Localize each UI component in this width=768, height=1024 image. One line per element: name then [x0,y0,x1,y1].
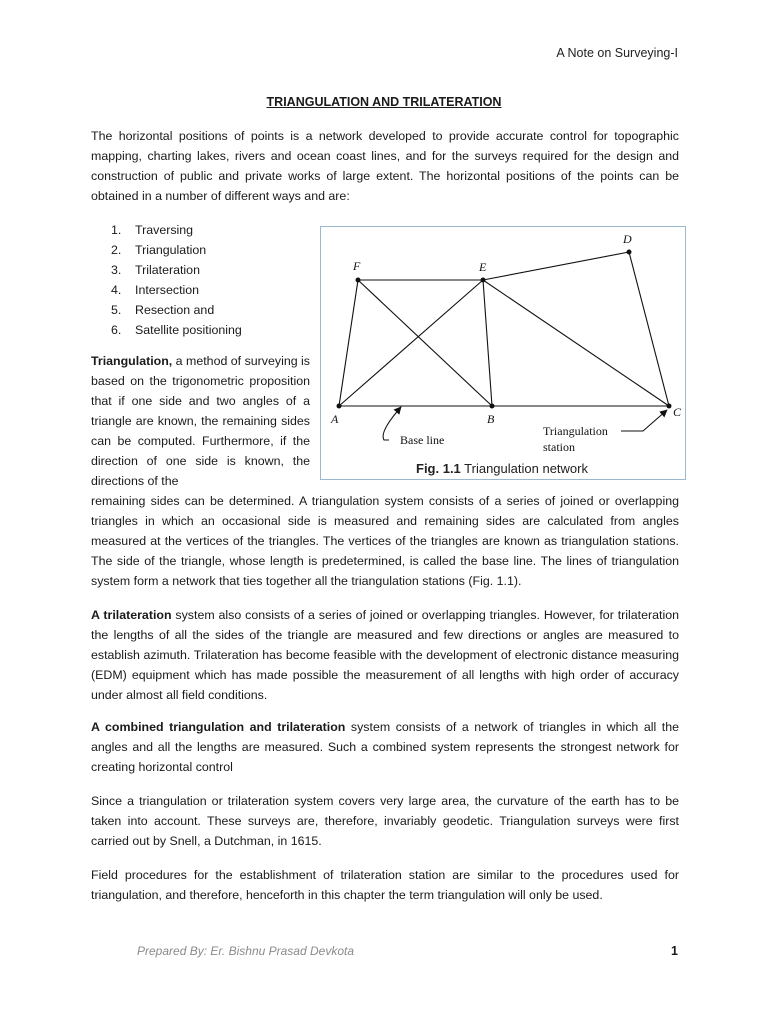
triangulation-paragraph-lead: Triangulation, a method of surveying is based on the trigonometric proposition that if one side and two angles of a triangle are known, the remaining sides can be computed. Furthermore, if the direction of one side is known, the directions of the [91,354,310,488]
running-header: A Note on Surveying-I [556,46,678,60]
list-item: 2. Triangulation [111,243,207,257]
stations [337,250,672,409]
list-item: 6. Satellite positioning [111,323,242,337]
station-label-line2: station [543,440,575,454]
line-a-f [339,280,358,406]
network-lines [339,252,669,406]
base-line-label: Base line [400,433,445,447]
section-title: TRIANGULATION AND TRILATERATION [266,95,502,109]
line-a-e [339,280,483,406]
curvature-paragraph: Since a triangulation or trilateration system covers very large area, the curvature of the earth has to be taken into account. These surveys are, therefore, invariably geodetic. Triangulation surveys were first carried out by Snell, a Dutchman, in 1615. [91,794,679,848]
line-e-d [483,252,629,280]
field-procedures-paragraph: Field procedures for the establishment of trilateration station are similar to the procedures used for triangulation, and therefore, henceforth in this chapter the term triangulation will only be used. [91,868,679,902]
list-item: 5. Resection and [111,303,215,317]
label-c: C [673,405,682,419]
base-line-pointer [383,407,401,440]
combined-paragraph: A combined triangulation and trilateration system consists of a network of triangles in which all the angles and all the lengths are measured. Such a combined system represents the strongest network for creating horizontal control [91,720,679,774]
list-item: 4. Intersection [111,283,200,297]
label-b: B [487,412,495,426]
station-label-line1: Triangulation [543,424,608,438]
trilateration-term: A trilateration [91,608,172,622]
label-f: F [353,259,361,273]
methods-list [111,220,242,340]
station-pointer [621,410,667,431]
triangulation-network-diagram [321,227,687,481]
station-f [356,278,361,283]
label-e: E [479,260,487,274]
label-d: D [623,232,632,246]
station-c [667,404,672,409]
triangulation-term: Triangulation, [91,354,173,368]
list-item: 3. Trilateration [111,263,200,277]
combined-term: A combined triangulation and trilateration [91,720,346,734]
line-e-b [483,280,492,406]
label-a: A [331,412,339,426]
page-number: 1 [671,944,678,958]
figure-caption: Fig. 1.1 Triangulation network [416,461,588,476]
station-d [627,250,632,255]
triangulation-paragraph-cont: remaining sides can be determined. A triangulation system consists of a series of joined or overlapping triangles in which an occasional side is measured and remaining sides are calculated from angles measured at the vertices of the triangles. The vertices of the triangles are known as triangulation stations. The side of the triangle, whose length is predetermined, is called the base line. The lines of triangulation system form a network that ties together all the triangulation stations (Fig. 1.1). [91,494,679,588]
station-b [490,404,495,409]
list-item: 1. Traversing [111,223,194,237]
station-a [337,404,342,409]
station-e [481,278,486,283]
intro-paragraph: The horizontal positions of points is a network developed to provide accurate control for topographic mapping, charting lakes, rivers and ocean coast lines, and for the surveys required for the design and construction of public and private works of large extent. The horizontal positions of the points can be obtained in a number of different ways and are: [91,129,679,203]
trilateration-paragraph: A trilateration system also consists of a series of joined or overlapping triangles. However, for trilateration the lengths of all the sides of the triangle are measured and few directions or angles are measured to establish azimuth. Trilateration has become feasible with the development of electronic distance measuring (EDM) equipment which has made possible the measurement of all lengths with high order of accuracy under almost all field conditions. [91,608,679,702]
footer-credit: Prepared By: Er. Bishnu Prasad Devkota [137,944,354,958]
triangulation-figure [320,226,686,480]
line-f-b [358,280,492,406]
